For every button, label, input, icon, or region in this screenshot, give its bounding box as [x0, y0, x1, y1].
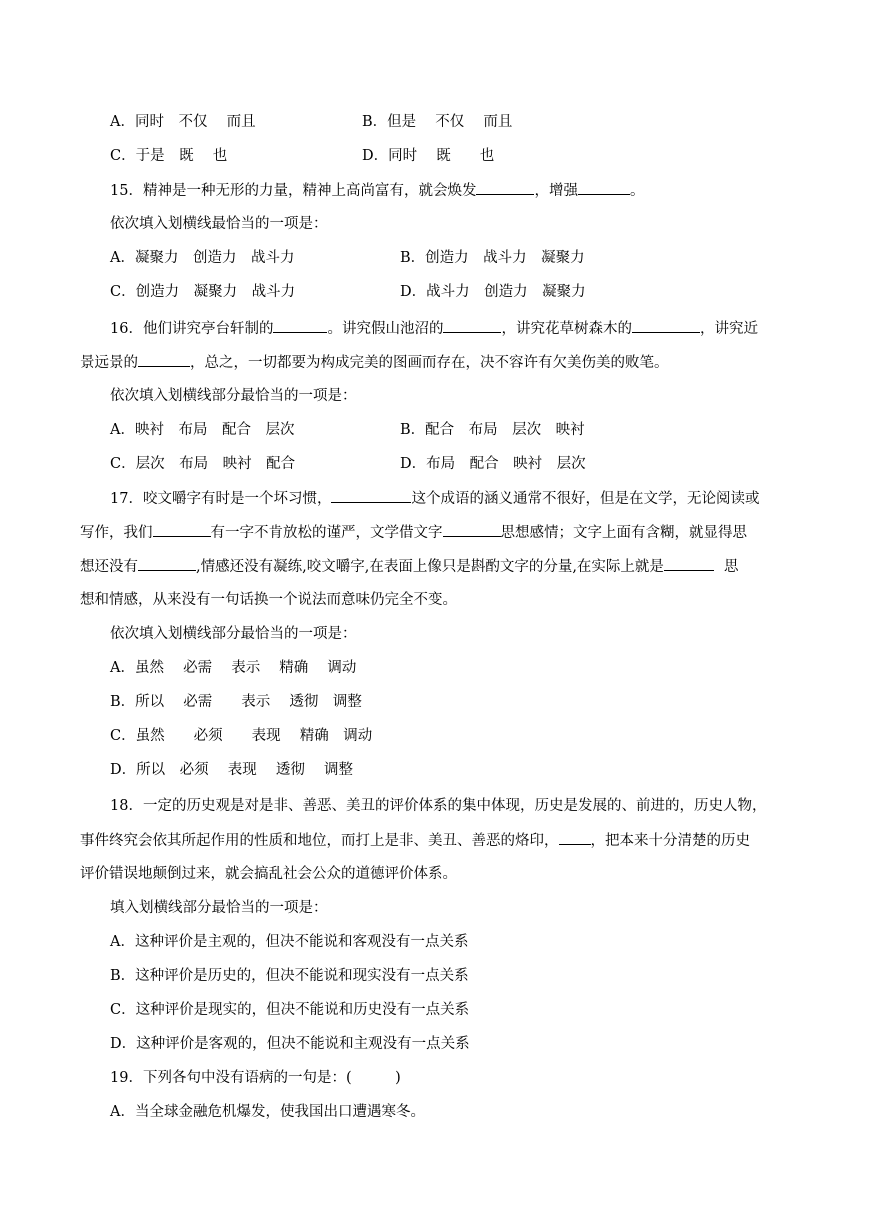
q17-text-1: 17．咬文嚼字有时是一个坏习惯， [110, 491, 332, 507]
q15-text-3: 。 [629, 183, 645, 199]
q17-text-3: 写作，我们 [80, 525, 153, 541]
question-19: 19．下列各句中没有语病的一句是：( ) [110, 1070, 401, 1086]
option-b: B．但是 不仅 而且 [362, 114, 513, 130]
q17-text-7: ,情感还没有凝练,咬文嚼字,在表面上像只是斟酌文字的分量,在实际上就是 [196, 559, 664, 575]
question-17-line-2 [80, 522, 747, 542]
question-17 [110, 488, 759, 508]
q16-instruction: 依次填入划横线部分最恰当的一项是： [110, 388, 357, 404]
q15-text-2: ，增强 [534, 183, 578, 199]
q16-text-5: 景远景的 [80, 355, 138, 371]
q18-option-c: C．这种评价是现实的，但决不能说和历史没有一点关系 [110, 1002, 470, 1018]
blank [578, 180, 630, 195]
blank [632, 318, 700, 333]
q16-option-c: C．层次 布局 映衬 配合 [110, 456, 296, 472]
q17-option-c: C．虽然 必须 表现 精确 调动 [110, 728, 373, 744]
question-17-line-4: 想和情感，从来没有一句话换一个说法而意味仍完全不变。 [80, 592, 457, 608]
q16-text-1: 16．他们讲究亭台轩制的 [110, 321, 274, 337]
q17-text-5: 思想感情；文字上面有含糊，就显得思 [500, 525, 747, 541]
q19-option-a: A．当全球金融危机爆发，使我国出口遭遇寒冬。 [110, 1104, 425, 1120]
q15-instruction: 依次填入划横线最恰当的一项是： [110, 216, 328, 232]
q17-option-a: A．虽然 必需 表示 精确 调动 [110, 660, 357, 676]
q16-text-2: 。讲究假山池沼的 [327, 321, 444, 337]
question-16 [110, 318, 758, 338]
blank [476, 180, 534, 195]
option-a: A．同时 不仅 而且 [110, 114, 256, 130]
question-18: 18．一定的历史观是对是非、善恶、美丑的评价体系的集中体现，历史是发展的、前进的，历史人物， [110, 798, 767, 814]
question-18-line-2 [80, 830, 750, 850]
blank [138, 352, 190, 367]
q15-option-c: C．创造力 凝聚力 战斗力 [110, 284, 296, 300]
q16-option-d: D．布局 配合 映衬 层次 [400, 456, 586, 472]
q16-text-3: ，讲究花草树森木的 [501, 321, 632, 337]
question-15 [110, 180, 644, 200]
q18-instruction: 填入划横线部分最恰当的一项是： [110, 900, 328, 916]
q18-option-b: B．这种评价是历史的，但决不能说和现实没有一点关系 [110, 968, 469, 984]
q16-text-6: ，总之，一切都要为构成完美的图画而存在，决不容许有欠美伤美的败笔。 [190, 355, 669, 371]
option-c: C．于是 既 也 [110, 148, 228, 164]
q15-text-1: 15．精神是一种无形的力量，精神上高尚富有，就会焕发 [110, 183, 477, 199]
q18-text-1: 事件终究会依其所起作用的性质和地位，而打上是非、美丑、善恶的烙印， [80, 833, 559, 849]
blank [153, 522, 211, 537]
blank [443, 522, 501, 537]
q17-option-b: B．所以 必需 表示 透彻 调整 [110, 694, 362, 710]
q17-text-8: 思 [723, 559, 739, 575]
q16-text-4: ，讲究近 [699, 321, 758, 337]
q17-option-d: D．所以 必须 表现 透彻 调整 [110, 762, 353, 778]
q18-option-d: D．这种评价是客观的，但决不能说和主观没有一点关系 [110, 1036, 470, 1052]
blank [138, 556, 196, 571]
q17-text-4: 有一字不肯放松的谨严，文学借文字 [210, 525, 443, 541]
q15-option-b: B．创造力 战斗力 凝聚力 [400, 250, 585, 266]
option-d: D．同时 既 也 [362, 148, 495, 164]
q15-option-d: D．战斗力 创造力 凝聚力 [400, 284, 586, 300]
q16-option-b: B．配合 布局 层次 映衬 [400, 422, 585, 438]
q16-option-a: A．映衬 布局 配合 层次 [110, 422, 295, 438]
blank [443, 318, 501, 333]
blank [559, 830, 591, 845]
question-17-line-3 [80, 556, 738, 576]
blank [273, 318, 327, 333]
blank [664, 556, 714, 571]
q18-text-2: ，把本来十分清楚的历史 [590, 833, 750, 849]
q17-instruction: 依次填入划横线部分最恰当的一项是： [110, 626, 357, 642]
q17-text-2: 这个成语的涵义通常不很好，但是在文学，无论阅读或 [411, 491, 760, 507]
question-16-line-2 [80, 352, 669, 372]
q18-option-a: A．这种评价是主观的，但决不能说和客观没有一点关系 [110, 934, 469, 950]
q15-option-a: A．凝聚力 创造力 战斗力 [110, 250, 295, 266]
q17-text-6: 想还没有 [80, 559, 138, 575]
question-18-line-3: 评价错误地颠倒过来，就会搞乱社会公众的道德评价体系。 [80, 866, 457, 882]
blank [331, 488, 411, 503]
